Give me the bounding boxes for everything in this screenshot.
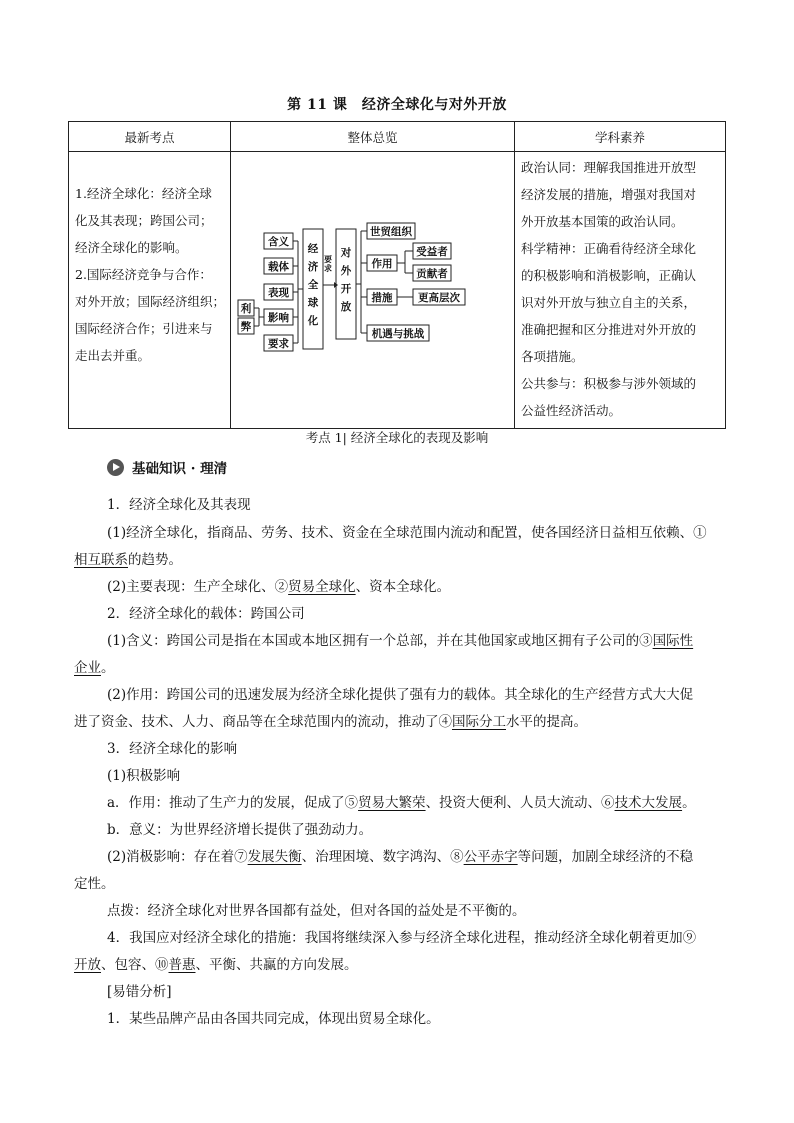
answer-underlined: 贸易大繁荣 bbox=[358, 795, 426, 811]
diagram-item-zuoyong: 作用 bbox=[371, 258, 393, 270]
header-suyang: 学科素养 bbox=[515, 122, 726, 152]
diagram-item-shouyizhe: 受益者 bbox=[416, 246, 448, 258]
diagram-item-bi: 弊 bbox=[240, 321, 252, 333]
answer-underlined: 国际分工 bbox=[452, 714, 506, 730]
line-text: 定性。 bbox=[74, 876, 115, 892]
line-text: (1)积极影响 bbox=[107, 768, 181, 784]
diagram-item-zaiti: 载体 bbox=[268, 261, 289, 273]
header-kaodian: 最新考点 bbox=[69, 122, 231, 152]
diagram-arrow-label bbox=[324, 254, 332, 273]
body-line bbox=[107, 492, 767, 519]
answer-underlined: 普惠 bbox=[168, 957, 196, 973]
body-line bbox=[107, 763, 767, 790]
line-text: 4．我国应对经济全球化的措施：我国将继续深入参与经济全球化进程，推动经济全球化朝着更加⑨ bbox=[107, 930, 697, 946]
line-text: 的趋势。 bbox=[128, 552, 182, 568]
section-heading-text: 基础知识 · 理清 bbox=[132, 461, 228, 477]
line-text: 、资本全球化。 bbox=[355, 579, 451, 595]
answer-underlined: 企业 bbox=[74, 660, 101, 676]
body-line bbox=[107, 520, 767, 547]
body-line bbox=[107, 736, 767, 763]
line-text: 、治理困境、数字鸿沟、⑧ bbox=[301, 849, 464, 865]
answer-underlined: 国际性 bbox=[652, 633, 694, 649]
body-line bbox=[74, 547, 734, 574]
answer-underlined: 相互联系 bbox=[74, 552, 128, 568]
diagram-item-cuoshi: 措施 bbox=[371, 292, 393, 304]
line-text: 1．经济全球化及其表现 bbox=[107, 497, 251, 513]
line-text: 2．经济全球化的载体：跨国公司 bbox=[107, 606, 305, 622]
line-text: 、包容、⑩ bbox=[101, 957, 169, 973]
line-text: a．作用：推动了生产力的发展，促成了⑤ bbox=[107, 795, 359, 811]
answer-underlined: 开放 bbox=[74, 957, 101, 973]
body-line bbox=[107, 817, 767, 844]
overview-table bbox=[68, 121, 726, 429]
overview-diagram-cell bbox=[231, 152, 515, 429]
body-line bbox=[107, 898, 767, 925]
body-line bbox=[107, 925, 767, 952]
body-line bbox=[107, 844, 767, 871]
diagram-item-shimao: 世贸组织 bbox=[370, 226, 412, 238]
kaodian-subtitle: 考点 1| 经济全球化的表现及影响 bbox=[305, 430, 489, 445]
body-line bbox=[107, 1006, 767, 1033]
body-line bbox=[107, 682, 767, 709]
play-icon bbox=[107, 459, 124, 476]
line-text: 进了资金、技术、人力、商品等在全球范围内的流动，推动了④ bbox=[74, 714, 452, 730]
section-heading bbox=[107, 457, 227, 477]
diagram-center-globalization bbox=[307, 242, 319, 327]
suyang-cell: 政治认同：理解我国推进开放型 经济发展的措施，增强对我国对 外开放基本国策的政治认同。 科学精神：正确看待经济全球化 的积极影响和消极影响，正确认 识对外开放与独立自主的关系， 准确把握和区分推进对外开放的 各项措施。 公共参与：积极参与涉外领域的 公益性经济活动。 bbox=[515, 152, 726, 429]
diagram-item-genggao: 更高层次 bbox=[418, 292, 460, 304]
body-line bbox=[107, 628, 767, 655]
line-text: b．意义：为世界经济增长提供了强劲动力。 bbox=[107, 822, 373, 838]
line-text: 点拨：经济全球化对世界各国都有益处，但对各国的益处是不平衡的。 bbox=[107, 903, 526, 919]
line-text: 。 bbox=[682, 795, 696, 811]
body-line bbox=[74, 871, 734, 898]
line-text: (2)消极影响：存在着⑦ bbox=[107, 849, 248, 865]
overview-diagram bbox=[231, 155, 515, 425]
answer-underlined: 贸易全球化 bbox=[288, 579, 356, 595]
line-text: 水平的提高。 bbox=[506, 714, 587, 730]
line-text: 等问题，加剧全球经济的不稳 bbox=[517, 849, 694, 865]
page-title: 第 11 课 经济全球化与对外开放 bbox=[287, 97, 507, 113]
answer-underlined: 公平赤字 bbox=[463, 849, 518, 865]
body-line bbox=[74, 709, 734, 736]
line-text: 。 bbox=[101, 660, 115, 676]
line-text: (1)经济全球化，指商品、劳务、技术、资金在全球范围内流动和配置，使各国经济日益相互依赖、① bbox=[107, 525, 707, 541]
line-text: (1)含义：跨国公司是指在本国或本地区拥有一个总部，并在其他国家或地区拥有子公司的③ bbox=[107, 633, 653, 649]
diagram-item-biaoxian: 表现 bbox=[268, 287, 289, 299]
diagram-item-yaoqiu: 要求 bbox=[268, 338, 289, 350]
line-text: 、投资大便利、人员大流动、⑥ bbox=[425, 795, 615, 811]
diagram-item-li: 利 bbox=[240, 303, 252, 315]
diagram-center1-text: 经济全球化 bbox=[307, 243, 319, 327]
answer-underlined: 发展失衡 bbox=[247, 849, 302, 865]
diagram-item-hanyi: 含义 bbox=[268, 236, 289, 248]
answer-underlined: 技术大发展 bbox=[614, 795, 683, 811]
diagram-item-jiyu: 机遇与挑战 bbox=[371, 328, 425, 340]
body-line bbox=[107, 574, 767, 601]
diagram-item-yingxiang: 影响 bbox=[268, 312, 289, 324]
header-zonglan: 整体总览 bbox=[231, 122, 515, 152]
diagram-center2-text: 对外开放 bbox=[340, 247, 352, 313]
line-text: 1．某些品牌产品由各国共同完成，体现出贸易全球化。 bbox=[107, 1011, 440, 1027]
kaodian-cell: 1.经济全球化：经济全球 化及其表现；跨国公司； 经济全球化的影响。 2.国际经济竞争与合作： 对外开放；国际经济组织； 国际经济合作；引进来与 走出去并重。 bbox=[69, 152, 231, 429]
body-line bbox=[107, 790, 767, 817]
line-text: 3．经济全球化的影响 bbox=[107, 741, 238, 757]
line-text: (2)主要表现：生产全球化、② bbox=[107, 579, 289, 595]
line-text: 、平衡、共赢的方向发展。 bbox=[195, 957, 358, 973]
diagram-arrow-label-text: 要求 bbox=[324, 254, 332, 273]
body-line bbox=[74, 952, 734, 979]
body-line bbox=[74, 655, 734, 682]
body-line bbox=[107, 601, 767, 628]
diagram-item-gongxianzhe: 贡献者 bbox=[416, 268, 448, 280]
body-line bbox=[107, 979, 767, 1006]
line-text: [易错分析] bbox=[107, 984, 172, 1000]
line-text: (2)作用：跨国公司的迅速发展为经济全球化提供了强有力的载体。其全球化的生产经营方式大大促 bbox=[107, 687, 694, 703]
diagram-center-opening bbox=[340, 246, 352, 313]
